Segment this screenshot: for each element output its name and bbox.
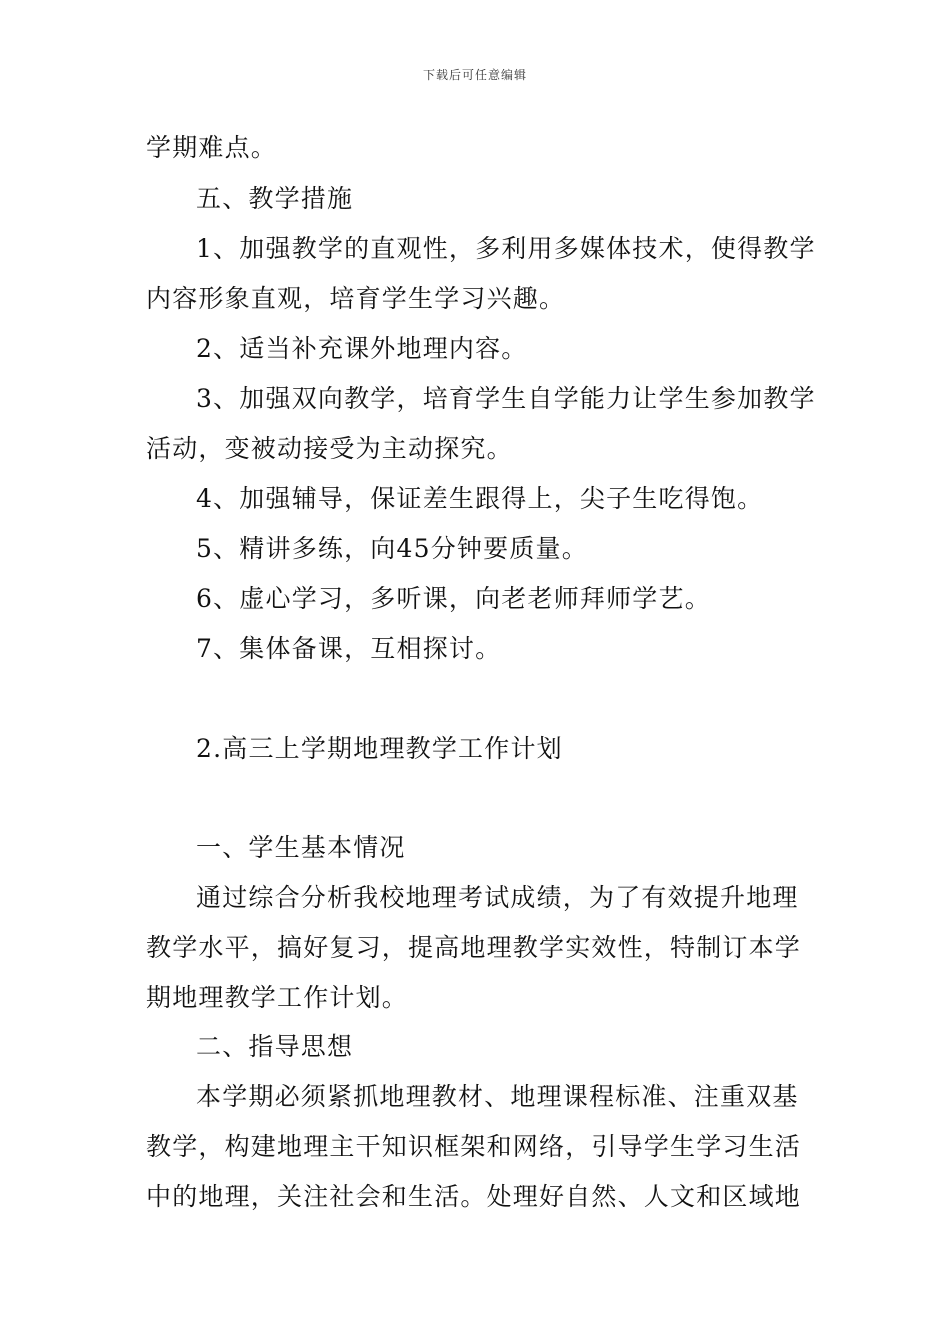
body-line: 中的地理，关注社会和生活。处理好自然、人文和区域地	[146, 1182, 802, 1211]
body-line: 期地理教学工作计划。	[146, 983, 409, 1012]
body-line: 活动，变被动接受为主动探究。	[146, 434, 513, 463]
body-line: 2、适当补充课外地理内容。	[196, 334, 528, 363]
body-line: 3、加强双向教学，培育学生自学能力让学生参加教学	[196, 384, 816, 413]
body-line: 4、加强辅导，保证差生跟得上，尖子生吃得饱。	[196, 484, 764, 513]
section-heading: 五、教学措施	[196, 184, 354, 213]
body-line: 教学，构建地理主干知识框架和网络，引导学生学习生活	[146, 1132, 802, 1161]
section-heading: 二、指导思想	[196, 1032, 354, 1061]
body-line: 1、加强教学的直观性，多利用多媒体技术，使得教学	[196, 234, 816, 263]
body-line: 5、精讲多练，向45分钟要质量。	[196, 534, 588, 563]
body-line: 通过综合分析我校地理考试成绩，为了有效提升地理	[196, 883, 799, 912]
document-title: 2.高三上学期地理教学工作计划	[196, 734, 563, 763]
body-line: 内容形象直观，培育学生学习兴趣。	[146, 284, 566, 313]
body-line: 教学水平，搞好复习，提高地理教学实效性，特制订本学	[146, 933, 802, 962]
body-line: 7、集体备课，互相探讨。	[196, 634, 502, 663]
body-line: 学期难点。	[146, 133, 278, 162]
body-line: 本学期必须紧抓地理教材、地理课程标准、注重双基	[196, 1082, 799, 1111]
body-line: 6、虚心学习，多听课，向老老师拜师学艺。	[196, 584, 711, 613]
section-heading: 一、学生基本情况	[196, 833, 406, 862]
page-header: 下载后可任意编辑	[422, 68, 527, 82]
